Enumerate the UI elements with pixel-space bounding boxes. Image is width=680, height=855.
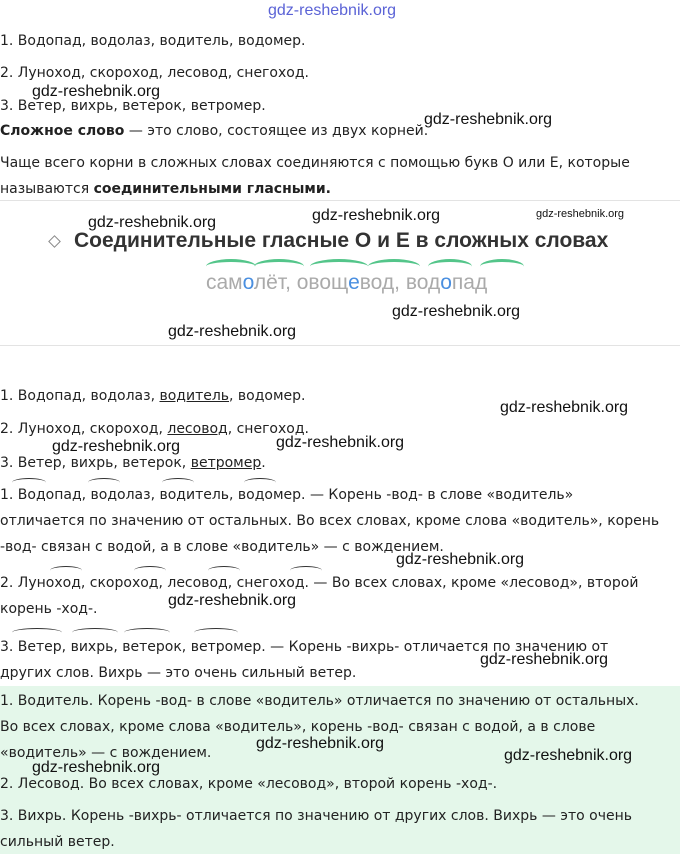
watermark[interactable]: gdz-reshebnik.org [500,399,629,416]
connecting-vowel: е [348,271,360,294]
connectors-text: Чаще всего корни в сложных словах соединяются с помощью букв О или Е, которые называются [0,155,630,197]
watermark[interactable]: gdz-reshebnik.org [536,208,625,220]
watermark[interactable]: gdz-reshebnik.org [32,83,161,100]
watermark[interactable]: gdz-reshebnik.org [396,551,525,568]
task-line-1: 1. Водопад, водолаз, водитель, водомер. [0,33,306,49]
watermark[interactable]: gdz-reshebnik.org [168,323,297,340]
analysis-text: — Корень -вод- в слове «водитель» отличается по значению от остальных. Во всех словах, кроме слова «водитель», корень -вод- связан с водой, а в слове «водитель» — с вождением. [0,487,660,555]
answer-3: 3. Вихрь. Корень -вихрь- отличается по значению от других слов. Вихрь — это очень сильный ветер. [0,808,633,850]
watermark[interactable]: gdz-reshebnik.org [256,735,385,752]
analysis-1 [0,482,660,560]
odd-word: водитель [159,388,230,404]
example-word-3: водопад [405,271,488,294]
task-line-2: 2. Луноход, скороход, лесовод, снегоход. [0,65,309,81]
example-word-2: овощевод, [296,271,406,294]
analysis-words: 3. Ветер, вихрь, ветерок, ветромер. [0,639,266,655]
analysis-text: — Во всех словах, кроме «лесовод», второй корень -ход-. [0,575,639,617]
answer-1: 1. Водитель. Корень -вод- в слове «водитель» отличается по значению от остальных. Во всех словах, кроме слова «водитель», корень -вод- связан с водой, а в слове «водитель» — с вождением. [0,693,639,761]
banner-examples [206,271,487,295]
analysis-text: — Корень -вихрь- отличается по значению от других слов. Вихрь — это очень сильный ветер. [0,639,609,681]
connectors-term: соединительными гласными. [93,181,331,197]
watermark[interactable]: gdz-reshebnik.org [268,2,397,19]
watermark[interactable]: gdz-reshebnik.org [424,111,553,128]
task-line-3: 3. Ветер, вихрь, ветерок, ветромер. [0,98,266,114]
watermark[interactable]: gdz-reshebnik.org [504,747,633,764]
answer-line-3: 3. Ветер, вихрь, ветерок, ветромер. [0,455,266,471]
answer-line-1: 1. Водопад, водолаз, водитель, водомер. [0,388,306,404]
connecting-vowel: о [242,271,254,294]
watermark[interactable]: gdz-reshebnik.org [52,438,181,455]
definition [0,122,428,140]
watermark[interactable]: gdz-reshebnik.org [392,303,521,320]
analysis-words: 1. Водопад, водолаз, водитель, водомер. [0,487,306,503]
watermark[interactable]: gdz-reshebnik.org [480,651,609,668]
answer-line-2: 2. Луноход, скороход, лесовод, снегоход. [0,421,309,437]
analysis-2 [0,570,660,622]
analysis-words: 2. Луноход, скороход, лесовод, снегоход. [0,575,309,591]
definition-term: Сложное слово [0,123,125,139]
odd-word: лесовод [167,421,228,437]
answer-2: 2. Лесовод. Во всех словах, кроме «лесовод», второй корень -ход-. [0,776,498,792]
connectors-paragraph [0,150,660,202]
watermark[interactable]: gdz-reshebnik.org [312,207,441,224]
connecting-vowel: о [440,271,452,294]
watermark[interactable]: gdz-reshebnik.org [88,214,217,231]
diamond-icon [48,235,61,248]
definition-text: — это слово, состоящее из двух корней. [124,123,429,139]
example-word-1: самолёт, [206,271,297,294]
watermark[interactable]: gdz-reshebnik.org [168,592,297,609]
watermark[interactable]: gdz-reshebnik.org [32,759,161,776]
odd-word: ветромер [190,455,262,471]
banner-title: Соединительные гласные О и Е в сложных словах [74,229,609,252]
watermark[interactable]: gdz-reshebnik.org [276,434,405,451]
